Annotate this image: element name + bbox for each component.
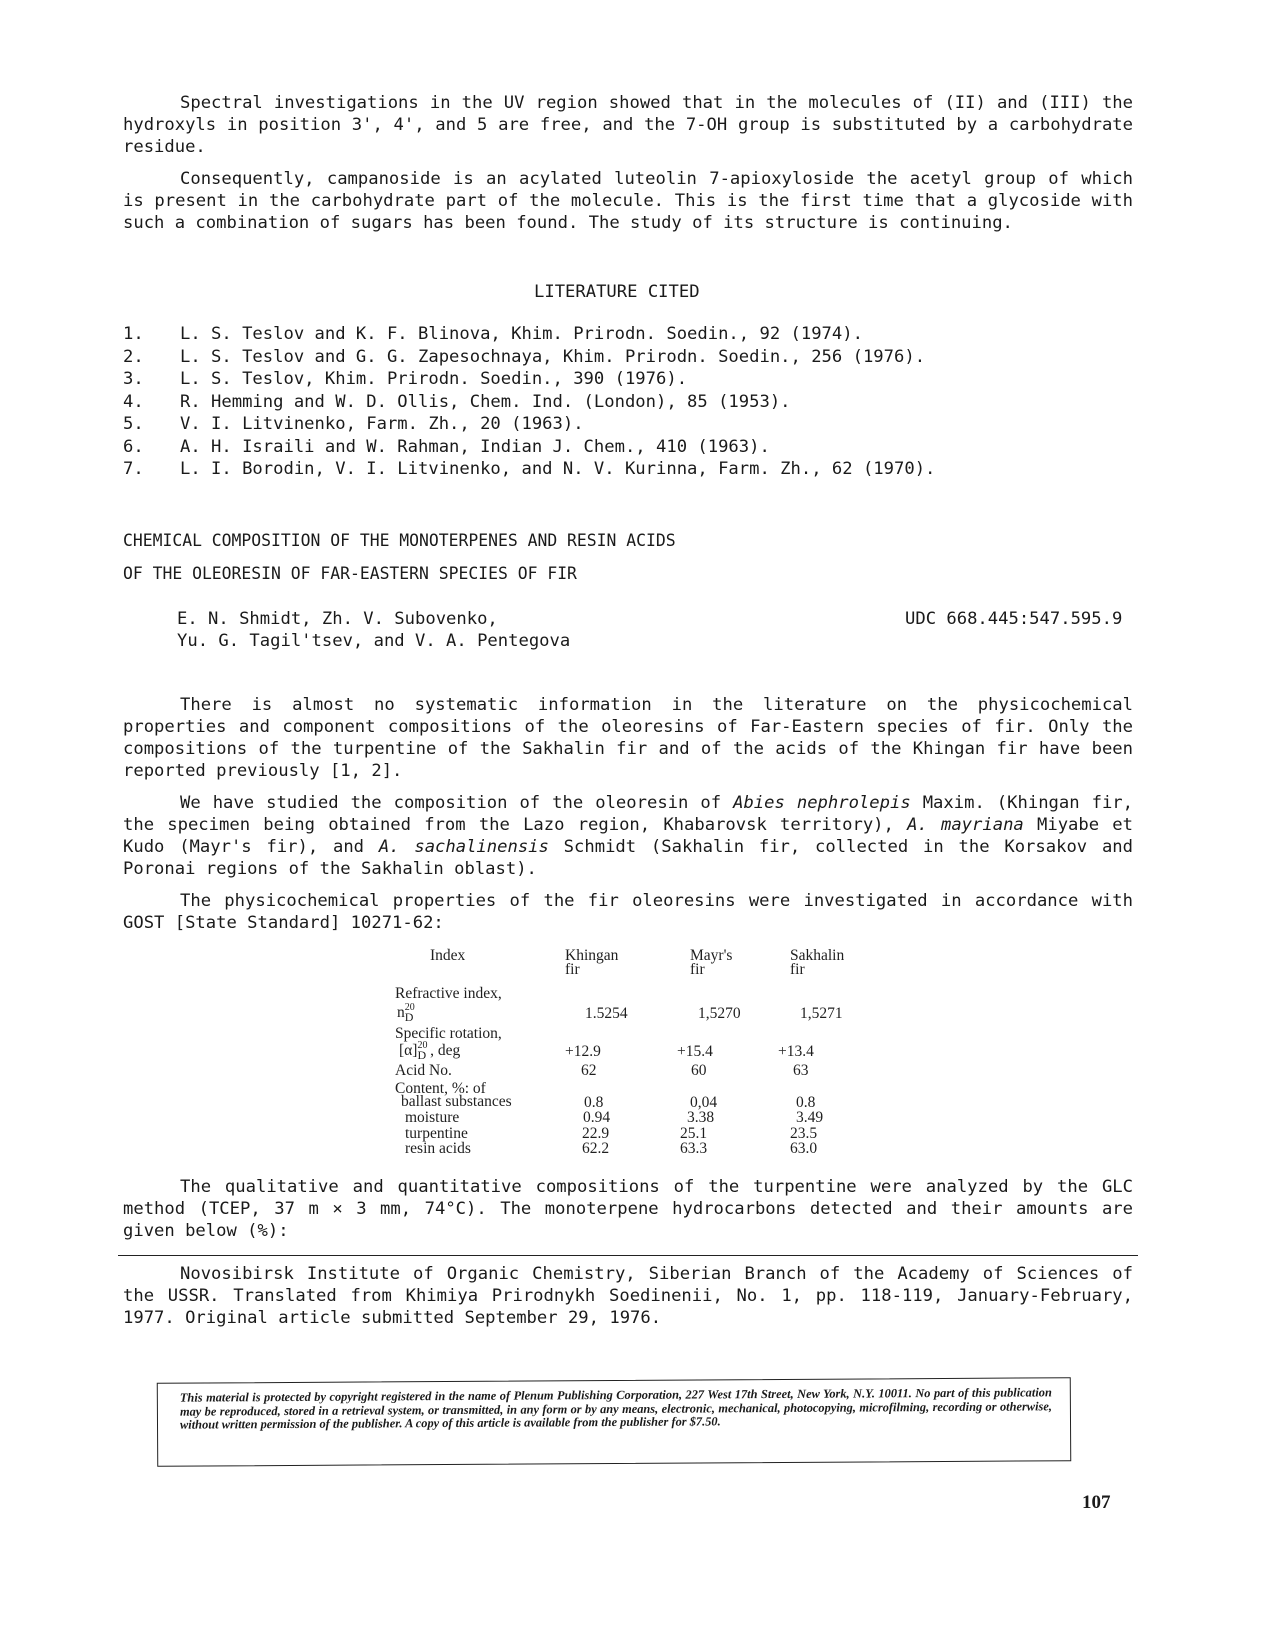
- cell-ballast-mayrs: 0,04: [690, 1094, 718, 1111]
- cell-moisture-khingan: 0.94: [583, 1109, 611, 1126]
- literature-heading: LITERATURE CITED: [534, 282, 700, 302]
- article-body-continued: [123, 1176, 1133, 1242]
- species-name: A. mayriana: [907, 815, 1024, 835]
- article-paragraph-2: [123, 792, 1133, 880]
- subscript: D: [404, 1010, 414, 1024]
- paragraph-text: We have studied the composition of the oleoresin of: [180, 793, 734, 813]
- reference-text: R. Hemming and W. D. Ollis, Chem. Ind. (London), 85 (1953).: [180, 391, 791, 412]
- reference-item: [123, 413, 935, 436]
- cell-refractive-mayrs: 1,5270: [698, 1005, 741, 1022]
- article-title-line-2: OF THE OLEORESIN OF FAR-EASTERN SPECIES OF FIR: [123, 564, 577, 583]
- cell-resin-sakhalin: 63.0: [790, 1140, 818, 1157]
- cell-resin-khingan: 62.2: [582, 1140, 610, 1157]
- reference-item: [123, 458, 935, 481]
- reference-text: L. S. Teslov and G. G. Zapesochnaya, Khim. Prirodn. Soedin., 256 (1976).: [180, 346, 926, 367]
- superscript: 20: [417, 1040, 428, 1051]
- reference-list: [123, 323, 935, 481]
- row-label-rotation: Specific rotation,: [395, 1025, 502, 1042]
- reference-item: [123, 368, 935, 391]
- paragraph-text: Maxim. (Khingan fir, the specimen being obtained from the Lazo region, Khabarovsk territory),: [123, 793, 1133, 835]
- reference-number: 7.: [123, 459, 144, 479]
- table-header-sakhalin: Sakhalin: [790, 947, 845, 964]
- table-header-mayrs: Mayr's: [690, 947, 733, 964]
- row-label-ballast: ballast substances: [401, 1093, 512, 1110]
- intro-section: [123, 92, 1133, 234]
- copyright-text: This material is protected by copyright registered in the name of Plenum Publishing Corporation, 227 West 17th Street, New York, N.Y. 10011. No part of this publication may be reproduced, stored in a retrieval system, or transmitted, in any form or by any means, electronic, mechanical, photocopying, microfilming, recording or otherwise, without written permission of the publisher. A copy of this article is available from the publisher for $7.50.: [179, 1385, 1052, 1432]
- cell-rotation-khingan: +12.9: [565, 1043, 601, 1060]
- row-label-acid: Acid No.: [395, 1062, 452, 1079]
- reference-number: 6.: [123, 436, 144, 457]
- reference-number: 4.: [123, 391, 144, 412]
- cell-acid-sakhalin: 63: [793, 1062, 809, 1079]
- intro-paragraph-1: Spectral investigations in the UV region showed that in the molecules of (II) and (III) the hydroxyls in position 3', 4', and 5 are free, and the 7-OH group is substituted by a carbohydrate residue.: [123, 93, 1133, 157]
- reference-item: [123, 436, 935, 459]
- reference-text: L. I. Borodin, V. I. Litvinenko, and N. V. Kurinna, Farm. Zh., 62 (1970).: [180, 459, 936, 479]
- table-header-index: Index: [430, 947, 466, 964]
- intro-paragraph-2: Consequently, campanoside is an acylated luteolin 7-apioxyloside the acetyl group of which is present in the carbohydrate part of the molecule. This is the first time that a glycoside with such a combination of sugars has been found. The study of its structure is continuing.: [123, 169, 1133, 233]
- footnote-divider: [118, 1255, 1138, 1256]
- row-label-refractive: Refractive index,: [395, 985, 502, 1002]
- reference-item: [123, 323, 935, 346]
- cell-turpentine-khingan: 22.9: [582, 1125, 610, 1142]
- authors-line-1: E. N. Shmidt, Zh. V. Subovenko,: [177, 609, 498, 629]
- udc-code: UDC 668.445:547.595.9: [905, 609, 1123, 629]
- row-label-content: Content, %: of: [395, 1080, 486, 1097]
- article-paragraph-1: There is almost no systematic information in the literature on the physicochemical properties and component compositions of the oleoresins of Far-Eastern species of fir. Only the compositions of the turpentine of the Sakhalin fir and of the acids of the Khingan fir have been reported previously [1, 2].: [123, 695, 1133, 781]
- article-title-line-1: CHEMICAL COMPOSITION OF THE MONOTERPENES AND RESIN ACIDS: [123, 531, 676, 550]
- paragraph-text: Schmidt (Sakhalin fir, collected in the Korsakov and Poronai regions of the Sakhalin oblast).: [123, 837, 1133, 879]
- reference-item: [123, 391, 935, 414]
- cell-rotation-mayrs: +15.4: [677, 1043, 713, 1060]
- unit-text: , deg: [430, 1042, 461, 1059]
- cell-refractive-khingan: 1.5254: [585, 1005, 628, 1022]
- cell-ballast-sakhalin: 0.8: [796, 1094, 816, 1111]
- authors-line-2: Yu. G. Tagil'tsev, and V. A. Pentegova: [177, 631, 571, 651]
- footnote-section: [123, 1263, 1133, 1329]
- article-paragraph-4: The qualitative and quantitative compositions of the turpentine were analyzed by the GLC method (TCEP, 37 m × 3 mm, 74°C). The monoterpene hydrocarbons detected and their amounts are given below (%):: [123, 1177, 1133, 1241]
- cell-acid-mayrs: 60: [691, 1062, 707, 1079]
- article-paragraph-3: The physicochemical properties of the fir oleoresins were investigated in accordance with GOST [State Standard] 10271-62:: [123, 891, 1133, 933]
- row-label-turpentine: turpentine: [405, 1125, 468, 1142]
- article-body: [123, 694, 1133, 934]
- species-name: A. sachalinensis: [378, 837, 549, 857]
- reference-number: 3.: [123, 369, 144, 389]
- table-header-sakhalin-fir: fir: [790, 961, 805, 978]
- symbol-alpha: [α]: [399, 1042, 418, 1059]
- cell-acid-khingan: 62: [581, 1062, 597, 1079]
- cell-rotation-sakhalin: +13.4: [778, 1043, 814, 1060]
- cell-refractive-sakhalin: 1,5271: [800, 1005, 843, 1022]
- row-label-moisture: moisture: [405, 1109, 460, 1126]
- properties-table: [395, 948, 875, 1163]
- page-number: 107: [1082, 1492, 1111, 1513]
- cell-moisture-mayrs: 3.38: [687, 1109, 715, 1126]
- symbol-n: n: [397, 1004, 405, 1021]
- row-label-refractive-symbol: [397, 1002, 423, 1024]
- paragraph-text: Miyabe et Kudo (Mayr's fir), and: [123, 815, 1133, 857]
- reference-text: A. H. Israili and W. Rahman, Indian J. Chem., 410 (1963).: [180, 436, 770, 457]
- table-header-khingan: Khingan: [565, 947, 619, 964]
- superscript: 20: [404, 1002, 415, 1013]
- cell-resin-mayrs: 63.3: [680, 1140, 708, 1157]
- reference-item: [123, 346, 935, 369]
- reference-number: 2.: [123, 346, 144, 367]
- subscript: D: [417, 1048, 427, 1062]
- reference-number: 1.: [123, 324, 144, 344]
- footnote-text: Novosibirsk Institute of Organic Chemistry, Siberian Branch of the Academy of Sciences of the USSR. Translated from Khimiya Prirodnykh Soedinenii, No. 1, pp. 118-119, January-February, 1977. Original article submitted September 29, 1976.: [123, 1264, 1133, 1328]
- reference-text: L. S. Teslov and K. F. Blinova, Khim. Prirodn. Soedin., 92 (1974).: [180, 324, 863, 344]
- reference-text: L. S. Teslov, Khim. Prirodn. Soedin., 390 (1976).: [180, 369, 688, 389]
- species-name: Abies nephrolepis: [733, 793, 911, 813]
- cell-moisture-sakhalin: 3.49: [796, 1109, 824, 1126]
- cell-turpentine-mayrs: 25.1: [680, 1125, 708, 1142]
- row-label-resin: resin acids: [405, 1140, 471, 1157]
- copyright-box: [157, 1377, 1071, 1467]
- table-header-mayrs-fir: fir: [690, 961, 705, 978]
- table-header-khingan-fir: fir: [565, 961, 580, 978]
- cell-turpentine-sakhalin: 23.5: [790, 1125, 818, 1142]
- cell-ballast-khingan: 0.8: [584, 1094, 604, 1111]
- reference-number: 5.: [123, 414, 144, 434]
- reference-text: V. I. Litvinenko, Farm. Zh., 20 (1963).: [180, 414, 584, 434]
- row-label-rotation-symbol: [399, 1040, 461, 1062]
